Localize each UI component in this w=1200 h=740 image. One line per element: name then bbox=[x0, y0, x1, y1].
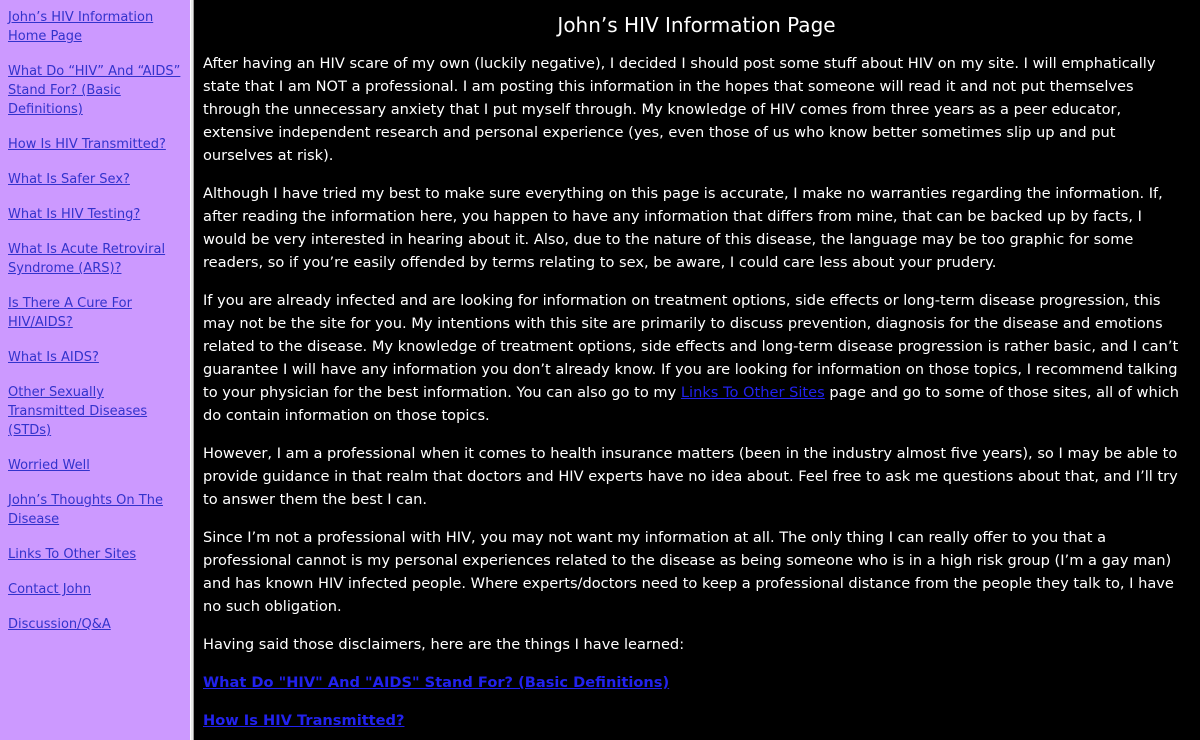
page-title: John’s HIV Information Page bbox=[557, 13, 836, 37]
learned-intro: Having said those disclaimers, here are the things I have learned: bbox=[203, 636, 685, 653]
disclaimer-paragraph: Although I have tried my best to make sure everything on this page is accurate, I make no warranties regarding the information. If, after reading the information here, you happen to have any information that differs from mine, that can be backed up by facts, I would be very interested in hearing about it. Also, due to the nature of this disease, the language may be too graphic for some readers, so if you’re easily offended by terms relating to sex, be aware, I could care less about your prudery. bbox=[203, 185, 1163, 271]
sidebar-item-discussion[interactable]: Discussion/Q&A bbox=[8, 617, 111, 632]
links-to-other-sites-link[interactable]: Links To Other Sites bbox=[680, 384, 825, 401]
sidebar-item-stds[interactable]: Other Sexually Transmitted Diseases (STDs) bbox=[8, 385, 148, 438]
sidebar-item-cure[interactable]: Is There A Cure For HIV/AIDS? bbox=[8, 296, 132, 330]
sidebar-item-safer-sex[interactable]: What Is Safer Sex? bbox=[8, 172, 130, 187]
experience-paragraph: Since I’m not a professional with HIV, you may not want my information at all. The only thing I can really offer to you that a professional cannot is my personal experiences related to the disease as being someone who is in a high risk group (I’m a gay man) and has known HIV infected people. Where experts/doctors need to keep a professional distance from the people they talk to, I have no such obligation. bbox=[203, 529, 1174, 615]
sidebar-item-worried-well[interactable]: Worried Well bbox=[8, 458, 90, 473]
transmission-content-link[interactable]: How Is HIV Transmitted? bbox=[203, 712, 405, 729]
frame-resize-divider[interactable] bbox=[190, 0, 194, 740]
insurance-paragraph: However, I am a professional when it comes to health insurance matters (been in the industry almost five years), so I may be able to provide guidance in that realm that doctors and HIV experts have no idea about. Feel free to ask me questions about that, and I’ll try to answer them the best I can. bbox=[203, 445, 1178, 508]
sidebar-item-links[interactable]: Links To Other Sites bbox=[8, 547, 137, 562]
definitions-content-link[interactable]: What Do "HIV" And "AIDS" Stand For? (Basic Definitions) bbox=[203, 674, 670, 691]
sidebar-item-hiv-testing[interactable]: What Is HIV Testing? bbox=[8, 207, 141, 222]
content-link-item bbox=[203, 671, 1190, 694]
sidebar-nav bbox=[0, 0, 190, 740]
sidebar-item-contact[interactable]: Contact John bbox=[8, 582, 91, 597]
sidebar-item-thoughts[interactable]: John’s Thoughts On The Disease bbox=[8, 493, 163, 527]
sidebar-item-aids[interactable]: What Is AIDS? bbox=[8, 350, 99, 365]
sidebar-item-definitions[interactable]: What Do “HIV” And “AIDS” Stand For? (Basic Definitions) bbox=[8, 64, 181, 117]
treatment-paragraph-text: If you are already infected and are looking for information on treatment options, side effects or long-term disease progression, this may not be the site for you. My intentions with this site are primarily to discuss prevention, diagnosis for the disease and emotions related to the disease. My knowledge of treatment options, side effects and long-term disease progression is rather basic, and I can’t guarantee I will have any information you don’t already know. If you are looking for information on those topics, I recommend talking to your physician for the best information. You can also go to my bbox=[203, 292, 1179, 401]
treatment-paragraph bbox=[203, 289, 1190, 427]
intro-paragraph: After having an HIV scare of my own (luckily negative), I decided I should post some stuff about HIV on my site. I will emphatically state that I am NOT a professional. I am posting this information in the hopes that someone will read it and not put themselves through the unnecessary anxiety that I put myself through. My knowledge of HIV comes from three years as a peer educator, extensive independent research and personal experience (yes, even those of us who know better sometimes slip up and put ourselves at risk). bbox=[203, 55, 1156, 164]
main-content bbox=[195, 0, 1200, 740]
content-link-item bbox=[203, 709, 1190, 732]
treatment-paragraph-text-end: page and go to some of those sites, all of which do contain information on those topics. bbox=[203, 384, 1180, 424]
sidebar-item-home[interactable]: John’s HIV Information Home Page bbox=[8, 10, 154, 44]
sidebar-item-transmission[interactable]: How Is HIV Transmitted? bbox=[8, 137, 166, 152]
sidebar-item-ars[interactable]: What Is Acute Retroviral Syndrome (ARS)? bbox=[8, 242, 166, 276]
